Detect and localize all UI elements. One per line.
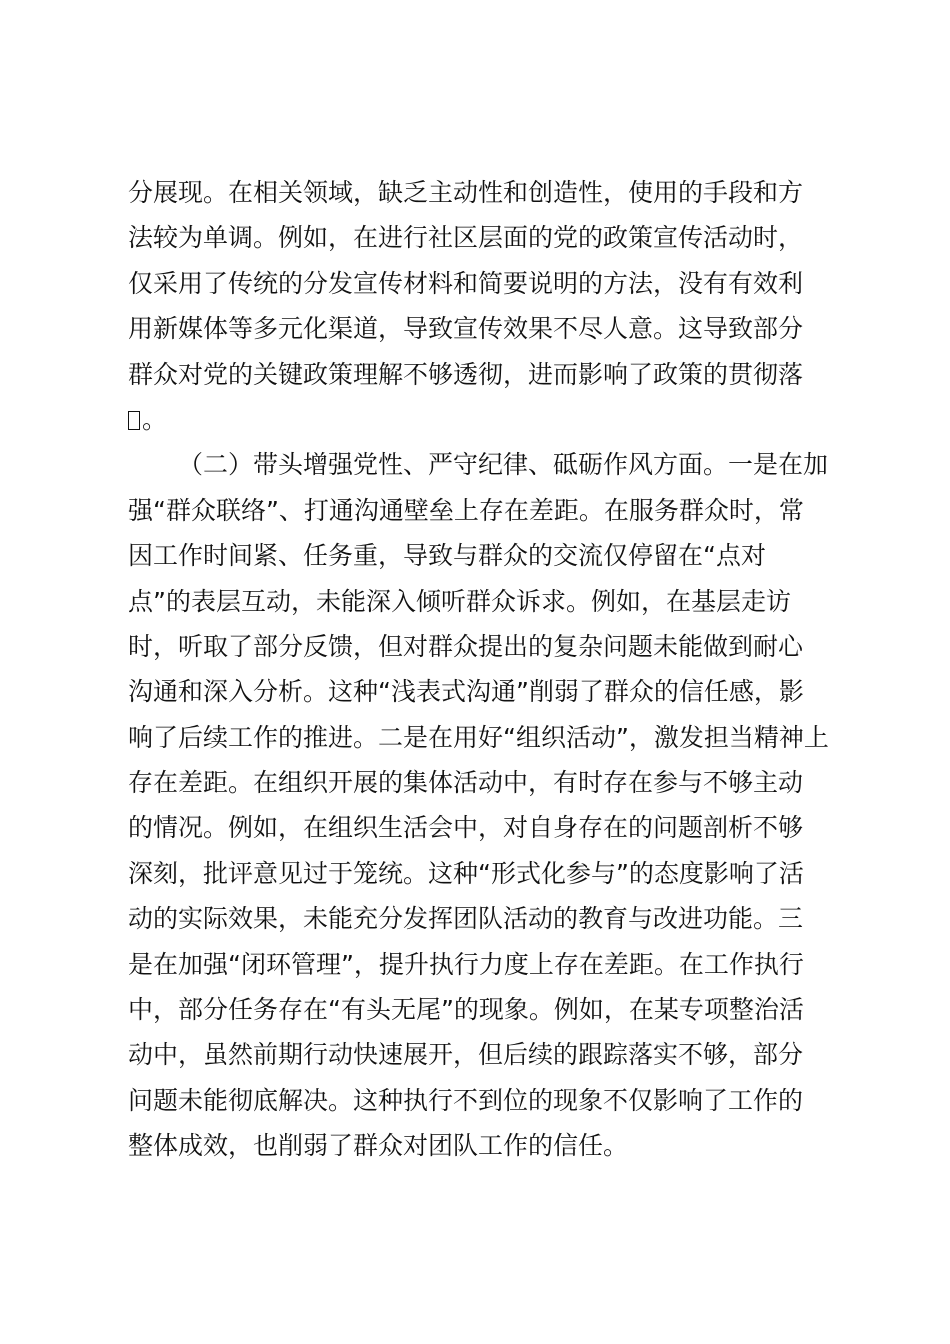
text-line: 响了后续工作的推进。二是在用好“组织活动”，激发担当精神上 — [128, 722, 829, 752]
text-line: （二）带头增强党性、严守纪律、砥砺作风方面。一是在加 — [178, 450, 829, 480]
text-line: 用新媒体等多元化渠道，导致宣传效果不尽人意。这导致部分 — [128, 314, 804, 344]
text-line: 法较为单调。例如，在进行社区层面的党的政策宣传活动时， — [128, 223, 804, 253]
text-line: 中，部分任务存在“有头无尾”的现象。例如，在某专项整治活 — [128, 995, 804, 1025]
text-line: 动中，虽然前期行动快速展开，但后续的跟踪落实不够，部分 — [128, 1040, 804, 1070]
text-line: 动的实际效果，未能充分发挥团队活动的教育与改进功能。三 — [128, 904, 804, 934]
text-line: 时，听取了部分反馈，但对群众提出的复杂问题未能做到耐心 — [128, 631, 804, 661]
text-line: 点”的表层互动，未能深入倾听群众诉求。例如，在基层走访 — [128, 586, 791, 616]
text-line: 问题未能彻底解决。这种执行不到位的现象不仅影响了工作的 — [128, 1085, 804, 1115]
text-line: 的情况。例如，在组织生活会中，对自身存在的问题剖析不够 — [128, 813, 804, 843]
text-line: 整体成效，也削弱了群众对团队工作的信任。 — [128, 1131, 629, 1161]
text-line: 沟通和深入分析。这种“浅表式沟通”削弱了群众的信任感，影 — [128, 677, 804, 707]
body-text — [128, 170, 828, 1169]
text-line: 仅采用了传统的分发宣传材料和简要说明的方法，没有有效利 — [128, 268, 804, 298]
text-line: 强“群众联络”、打通沟通壁垒上存在差距。在服务群众时，常 — [128, 495, 804, 525]
text-line: 存在差距。在组织开展的集体活动中，有时存在参与不够主动 — [128, 768, 804, 798]
text-line: 因工作时间紧、任务重，导致与群众的交流仅停留在“点对 — [128, 541, 766, 571]
text-line: 群众对党的关键政策理解不够透彻，进而影响了政策的贯彻落 — [128, 359, 804, 389]
text-line — [128, 397, 828, 442]
missing-glyph-box — [128, 411, 140, 430]
text-line: 分展现。在相关领域，缺乏主动性和创造性，使用的手段和方 — [128, 178, 804, 207]
text-line: 深刻，批评意见过于笼统。这种“形式化参与”的态度影响了活 — [128, 858, 804, 888]
text-line: 是在加强“闭环管理”，提升执行力度上存在差距。在工作执行 — [128, 949, 804, 979]
text-line-tail: 。 — [142, 404, 168, 434]
